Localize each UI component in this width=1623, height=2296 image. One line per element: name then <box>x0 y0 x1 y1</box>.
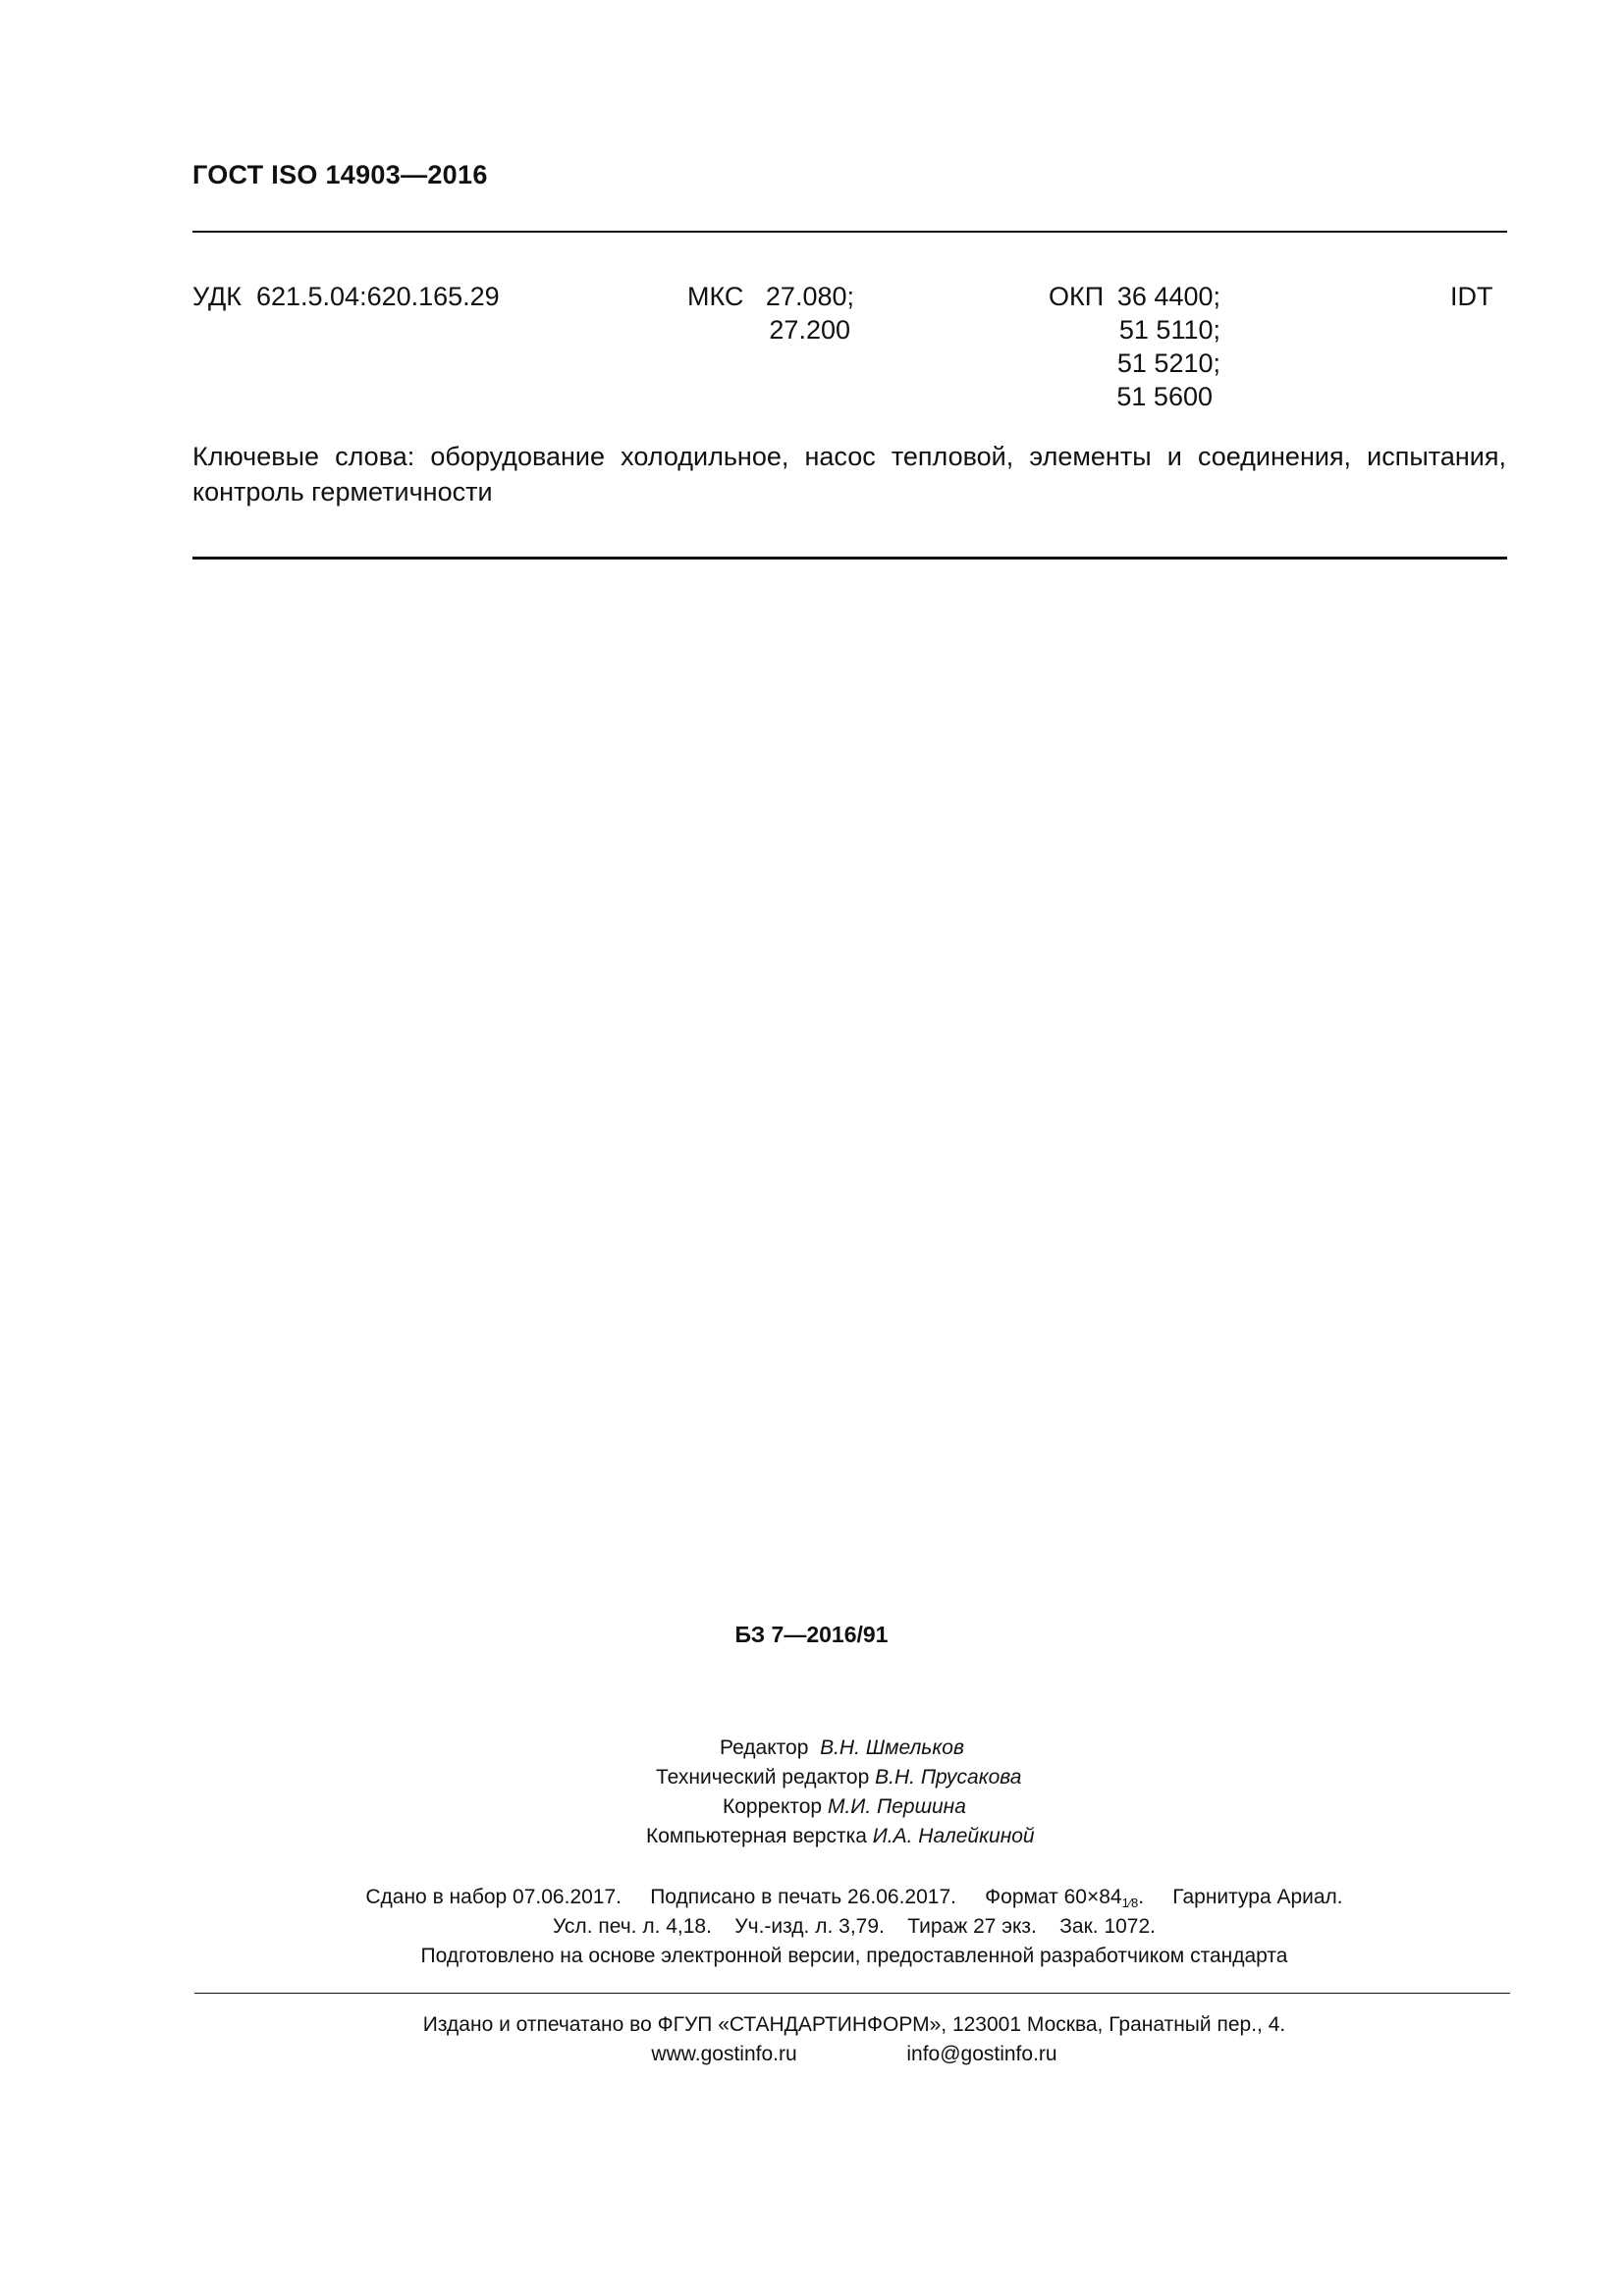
okp-label: ОКП <box>1049 282 1105 311</box>
publisher-rule <box>194 1993 1510 1994</box>
imprint-line-2 <box>0 1912 1623 1942</box>
credit-name: В.Н. Шмельков <box>820 1736 964 1759</box>
okp-code: 36 4400; <box>1116 282 1220 311</box>
credit-name: В.Н. Прусакова <box>875 1766 1022 1789</box>
imprint-pub-sheets: Уч.-изд. л. 3,79. <box>734 1915 885 1938</box>
imprint-print-sheets: Усл. печ. л. 4,18. <box>553 1915 712 1938</box>
credit-layout <box>646 1822 1035 1851</box>
credit-role: Технический редактор <box>656 1766 870 1789</box>
okp-code: 51 5210; <box>1116 348 1220 378</box>
mks-label: МКС <box>687 282 744 311</box>
imprint-signed: Подписано в печать 26.06.2017. <box>650 1886 956 1908</box>
okp-values <box>1116 280 1220 413</box>
imprint-order: Зак. 1072. <box>1059 1915 1156 1938</box>
publisher-line: Издано и отпечатано во ФГУП «СТАНДАРТИНФОРМ», 123001 Москва, Гранатный пер., 4. <box>422 2013 1286 2036</box>
keywords-paragraph: Ключевые слова: оборудование холодильное, насос тепловой, элементы и соединения, испытания, контроль герметичности <box>192 442 1506 507</box>
bz-number: БЗ 7—2016/91 <box>734 1622 889 1647</box>
udk-label: УДК <box>192 282 242 311</box>
credit-name: М.И. Першина <box>827 1795 966 1818</box>
okp-code: 51 5110; <box>1118 315 1220 345</box>
okp-code: 51 5600 <box>1116 382 1213 411</box>
mks-values <box>766 280 854 347</box>
credit-name: И.А. Налейкиной <box>872 1825 1035 1847</box>
credit-role: Компьютерная верстка <box>646 1825 867 1847</box>
credit-corrector <box>723 1792 966 1822</box>
udk-field <box>192 280 500 313</box>
imprint-submitted: Сдано в набор 07.06.2017. <box>365 1886 622 1908</box>
keywords-rule <box>192 557 1507 560</box>
publisher-website: www.gostinfo.ru <box>651 2043 797 2065</box>
credit-tech-editor <box>656 1763 1021 1792</box>
credit-editor <box>720 1734 964 1763</box>
udk-value: 621.5.04:620.165.29 <box>255 282 500 311</box>
publisher-email: info@gostinfo.ru <box>906 2043 1057 2065</box>
imprint-line-3: Подготовлено на основе электронной версии, предоставленной разработчиком стандарта <box>420 1945 1288 1967</box>
mks-field <box>687 280 854 348</box>
mks-code: 27.080; <box>765 282 854 311</box>
credit-role: Корректор <box>723 1795 823 1818</box>
imprint-format: Формат 60×841⁄8. <box>985 1886 1145 1910</box>
okp-field <box>1049 280 1220 417</box>
document-header: ГОСТ ISO 14903—2016 <box>192 160 488 189</box>
mks-code: 27.200 <box>769 315 850 345</box>
equivalence-code: IDT <box>1450 282 1493 311</box>
publisher-contacts <box>0 2040 1623 2069</box>
credit-role: Редактор <box>720 1736 809 1759</box>
header-rule <box>192 231 1507 233</box>
imprint-circulation: Тираж 27 экз. <box>907 1915 1037 1938</box>
imprint-typeface: Гарнитура Ариал. <box>1172 1886 1343 1908</box>
